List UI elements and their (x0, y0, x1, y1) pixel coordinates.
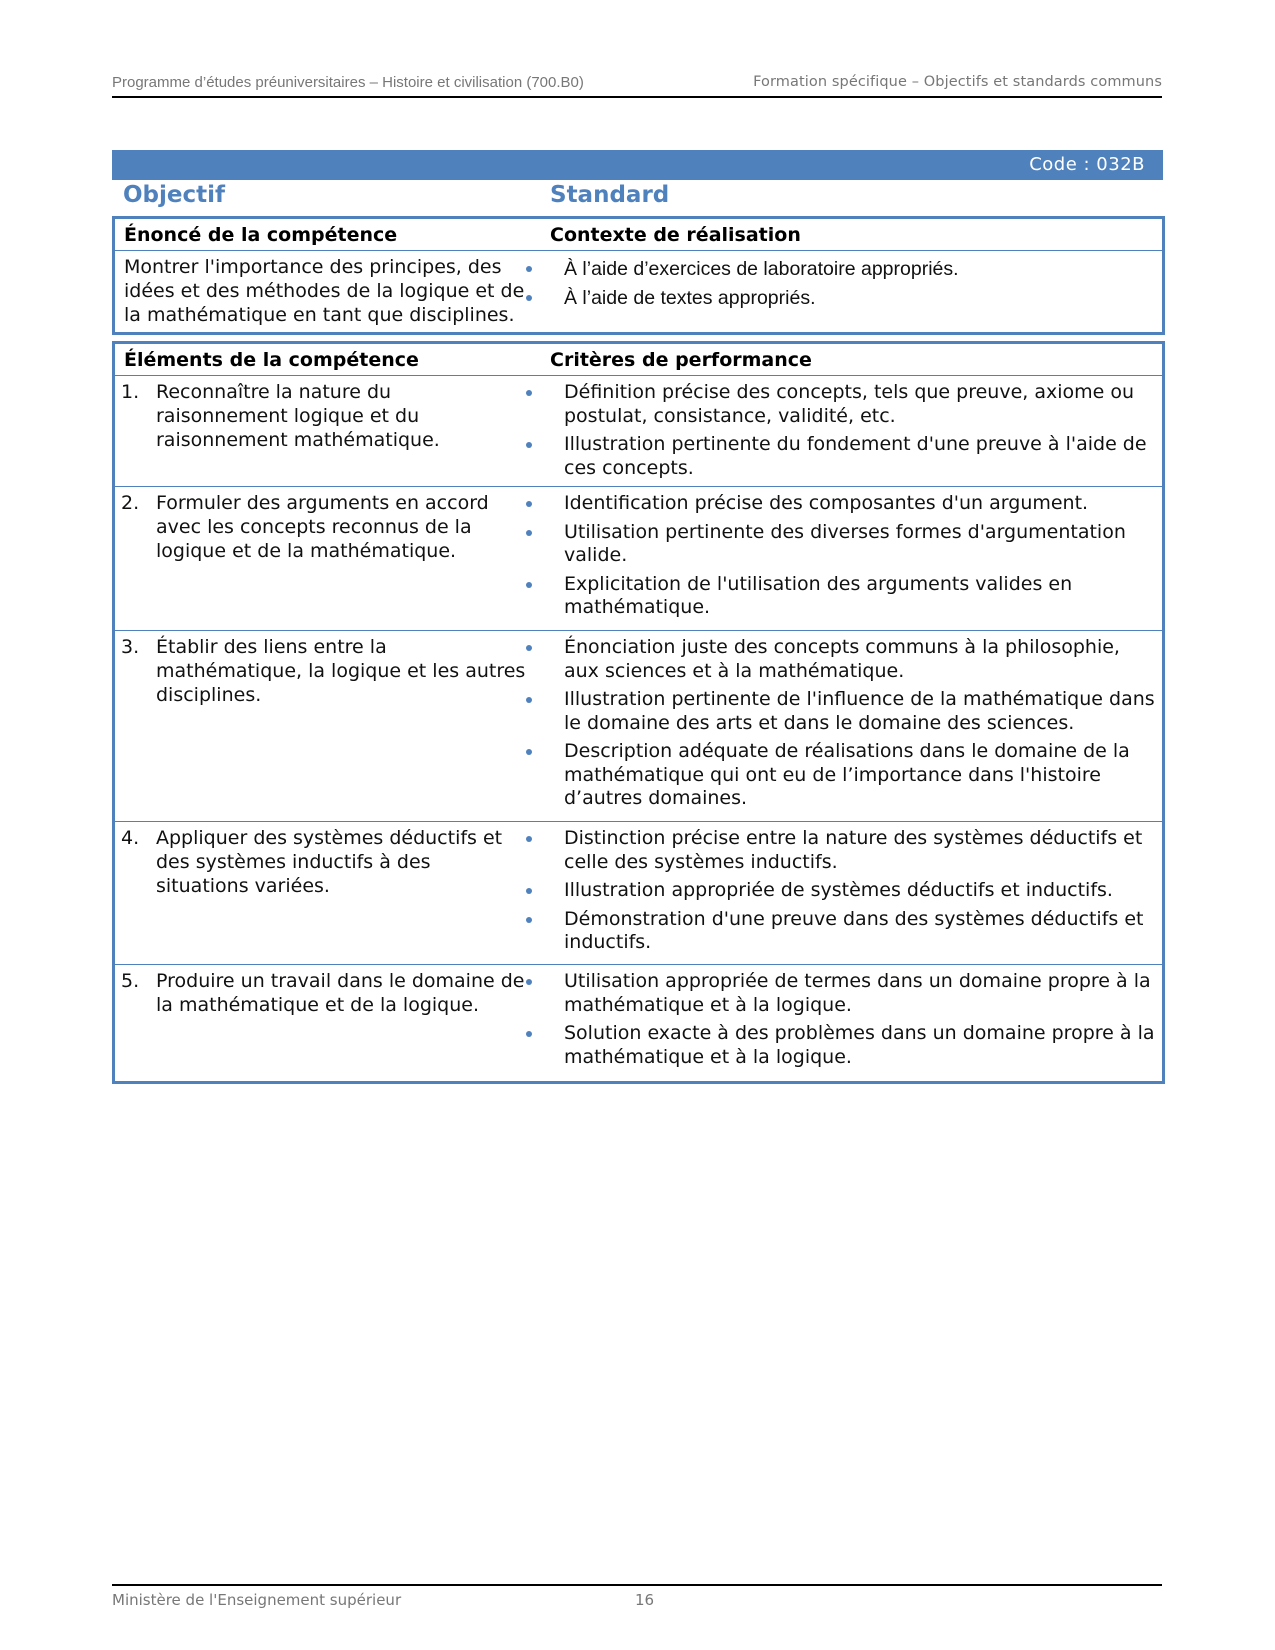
critere-text: Énonciation juste des concepts communs à la philosophie, aux sciences et à la mathématique. (564, 636, 1120, 682)
element-text: Produire un travail dans le domaine de la mathématique et de la logique. (156, 970, 525, 1016)
bullet-icon (526, 266, 532, 272)
critere-item (526, 970, 1156, 1017)
enonce-label: Énoncé de la compétence (124, 224, 398, 246)
elements-label: Éléments de la compétence (124, 349, 419, 371)
critere-item (526, 879, 1156, 903)
footer-ministry: Ministère de l'Enseignement supérieur (112, 1591, 402, 1609)
bullet-icon (526, 530, 532, 536)
element-number: 5. (121, 970, 140, 992)
element-text: Appliquer des systèmes déductifs et des systèmes inductifs à des situations variées. (156, 827, 503, 897)
bullet-icon (526, 442, 532, 448)
critere-item (526, 827, 1156, 874)
elements-table (112, 341, 1165, 1084)
critere-text: Utilisation pertinente des diverses formes d'argumentation valide. (564, 520, 1126, 566)
standard-heading: Standard (550, 182, 670, 208)
code-band (112, 150, 1163, 180)
bullet-icon (526, 501, 532, 507)
critere-item (526, 381, 1156, 428)
critere-item (526, 908, 1156, 955)
table-row (115, 965, 1162, 1081)
criteres-list (526, 636, 1156, 816)
criteres-list (526, 492, 1156, 625)
critere-text: Illustration pertinente du fondement d'une preuve à l'aide de ces concepts. (564, 433, 1147, 479)
critere-item (526, 1022, 1156, 1069)
contexte-item-text: À l’aide de textes appropriés. (564, 287, 816, 309)
bullet-icon (526, 1031, 532, 1037)
critere-item (526, 636, 1156, 683)
bullet-icon (526, 979, 532, 985)
criteres-list (526, 970, 1156, 1074)
page-footer (112, 1584, 1162, 1609)
bullet-icon (526, 888, 532, 894)
critere-item (526, 740, 1156, 811)
criteres-list (526, 381, 1156, 485)
page-number: 16 (635, 1591, 655, 1609)
bullet-icon (526, 917, 532, 923)
header-program-title: Programme d’études préuniversitaires – Histoire et civilisation (700.B0) (112, 74, 584, 91)
critere-text: Illustration pertinente de l'influence de la mathématique dans le domaine des arts et dans le domaine des sciences. (564, 688, 1155, 734)
contexte-item (526, 286, 1146, 315)
objectif-heading: Objectif (123, 182, 226, 208)
contexte-list (526, 257, 1146, 315)
bullet-icon (526, 645, 532, 651)
bullet-icon (526, 390, 532, 396)
table-row (115, 631, 1162, 822)
bullet-icon (526, 836, 532, 842)
element-number: 3. (121, 636, 140, 658)
header-section-title: Formation spécifique – Objectifs et standards communs (753, 74, 1162, 90)
element-text: Formuler des arguments en accord avec les concepts reconnus de la logique et de la mathématique. (156, 492, 489, 562)
element-text: Reconnaître la nature du raisonnement logique et du raisonnement mathématique. (156, 381, 440, 451)
critere-text: Démonstration d'une preuve dans des systèmes déductifs et inductifs. (564, 907, 1144, 953)
enonce-text: Montrer l'importance des principes, des idées et des méthodes de la logique et de la mathématique en tant que disciplines. (124, 256, 525, 326)
critere-text: Explicitation de l'utilisation des arguments valides en mathématique. (564, 572, 1073, 618)
bullet-icon (526, 749, 532, 755)
page-header (112, 72, 1162, 98)
element-number: 1. (121, 381, 140, 403)
critere-item (526, 521, 1156, 568)
bullet-icon (526, 582, 532, 588)
critere-item (526, 688, 1156, 735)
element-text: Établir des liens entre la mathématique, la logique et les autres disciplines. (156, 636, 526, 706)
contexte-item-text: À l’aide d’exercices de laboratoire appropriés. (564, 258, 959, 280)
critere-item (526, 573, 1156, 620)
bullet-icon (526, 295, 532, 301)
table-row (115, 376, 1162, 487)
criteres-label: Critères de performance (550, 349, 812, 371)
critere-text: Identification précise des composantes d'un argument. (564, 492, 1089, 514)
critere-item (526, 492, 1156, 516)
elements-header-row (115, 344, 1162, 376)
critere-text: Description adéquate de réalisations dans le domaine de la mathématique qui ont eu de l’importance dans l'histoire d’autres domaines. (564, 740, 1130, 809)
table-row (115, 822, 1162, 965)
critere-text: Illustration appropriée de systèmes déductifs et inductifs. (564, 879, 1113, 901)
critere-text: Distinction précise entre la nature des systèmes déductifs et celle des systèmes inductifs. (564, 827, 1143, 873)
contexte-item (526, 257, 1146, 286)
critere-text: Solution exacte à des problèmes dans un domaine propre à la mathématique et à la logique. (564, 1022, 1155, 1068)
table-row (115, 487, 1162, 631)
contexte-label: Contexte de réalisation (550, 224, 801, 246)
critere-text: Définition précise des concepts, tels que preuve, axiome ou postulat, consistance, validité, etc. (564, 381, 1135, 427)
criteres-list (526, 827, 1156, 960)
competence-table (112, 216, 1165, 335)
element-number: 4. (121, 827, 140, 849)
element-number: 2. (121, 492, 140, 514)
bullet-icon (526, 697, 532, 703)
critere-item (526, 433, 1156, 480)
course-code: Code : 032B (1029, 154, 1145, 175)
critere-text: Utilisation appropriée de termes dans un domaine propre à la mathématique et à la logique. (564, 970, 1151, 1016)
competence-header-row (115, 219, 1162, 251)
